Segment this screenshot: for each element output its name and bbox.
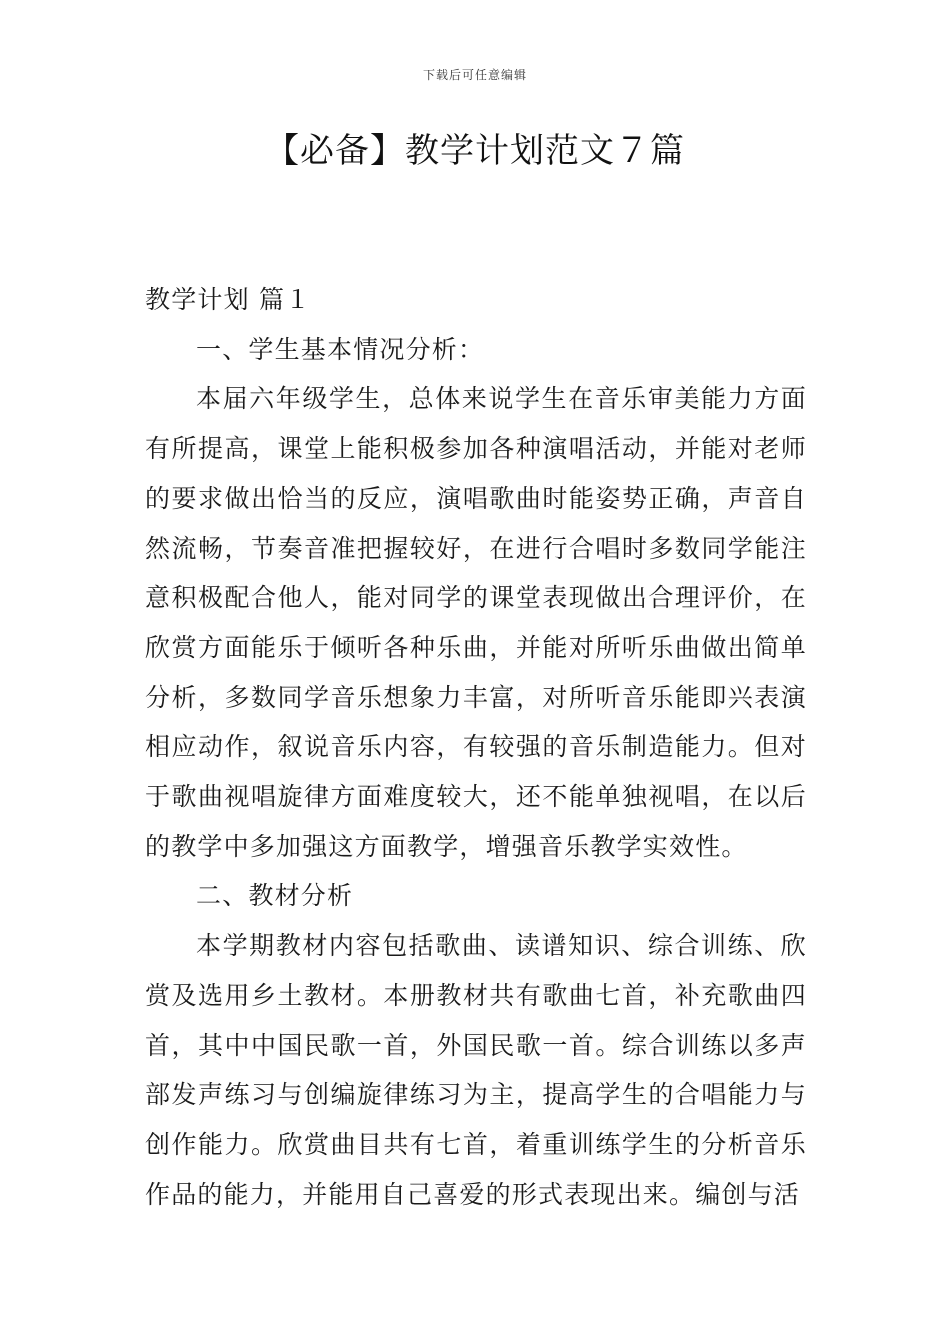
- section-label: 教学计划 篇１: [145, 285, 312, 314]
- heading-textbook-analysis: 二、教材分析: [196, 881, 354, 911]
- paragraph-student-analysis: 本届六年级学生，总体来说学生在音乐审美能力方面有所提高，课堂上能积极参加各种演唱活动，并能对老师的要求做出恰当的反应，演唱歌曲时能姿势正确，声音自然流畅，节奏音准把握较好，在进行合唱时多数同学能注意积极配合他人，能对同学的课堂表现做出合理评价，在欣赏方面能乐于倾听各种乐曲，并能对所听乐曲做出简单分析，多数同学音乐想象力丰富，对所听音乐能即兴表演相应动作，叙说音乐内容，有较强的音乐制造能力。但对于歌曲视唱旋律方面难度较大，还不能单独视唱，在以后的教学中多加强这方面教学，增强音乐教学实效性。: [145, 384, 807, 861]
- header-note: 下载后可任意编辑: [422, 68, 527, 82]
- heading-student-analysis: 一、学生基本情况分析：: [196, 334, 485, 364]
- document-body: [145, 275, 807, 1219]
- paragraph-textbook-analysis: 本学期教材内容包括歌曲、读谱知识、综合训练、欣赏及选用乡土教材。本册教材共有歌曲七首，补充歌曲四首，其中中国民歌一首，外国民歌一首。综合训练以多声部发声练习与创编旋律练习为主，提高学生的合唱能力与创作能力。欣赏曲目共有七首，着重训练学生的分析音乐作品的能力，并能用自己喜爱的形式表现出来。编创与活: [145, 931, 807, 1209]
- document-title: 【必备】教学计划范文７篇: [265, 131, 685, 171]
